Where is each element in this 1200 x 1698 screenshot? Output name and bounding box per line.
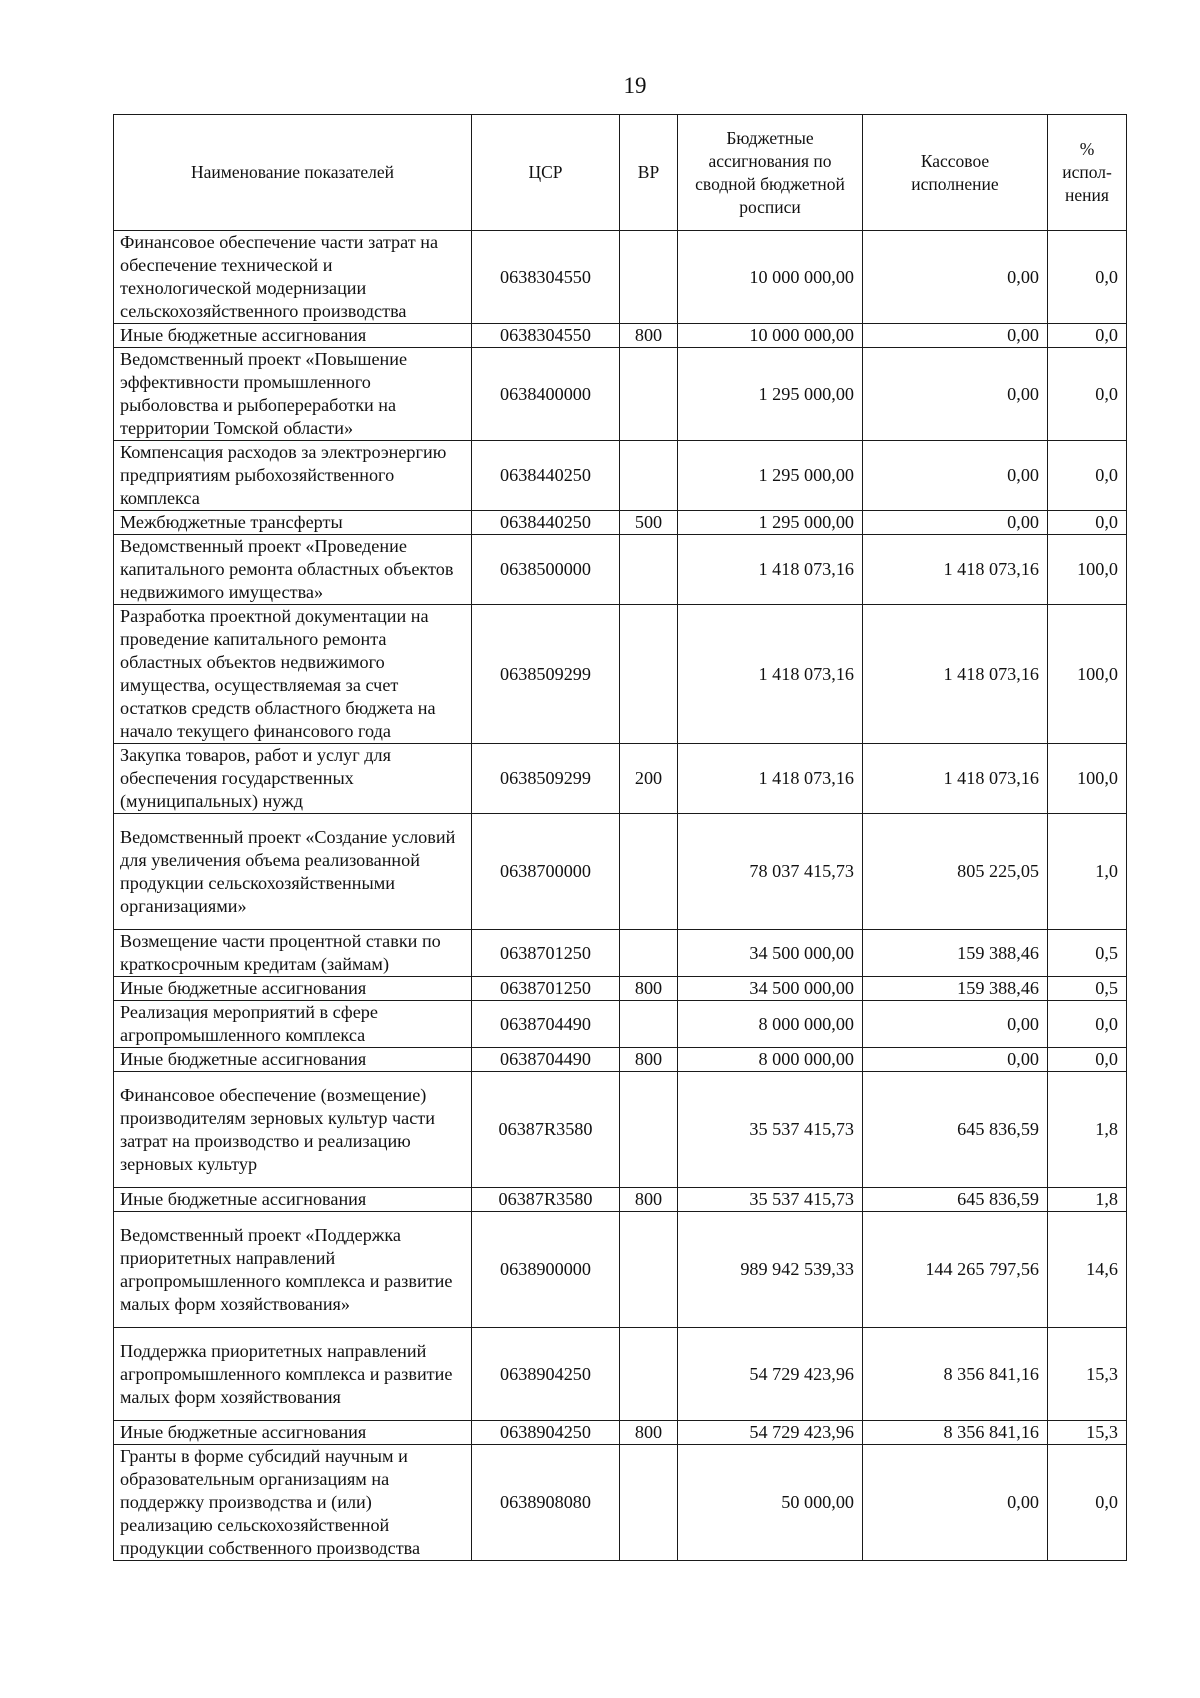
row-vr <box>620 1212 678 1328</box>
row-csr: 06387R3580 <box>472 1188 620 1212</box>
row-csr: 0638908080 <box>472 1445 620 1561</box>
row-vr: 800 <box>620 977 678 1001</box>
row-cash: 8 356 841,16 <box>863 1328 1048 1421</box>
row-percent: 0,0 <box>1048 1048 1127 1072</box>
row-assigned: 1 418 073,16 <box>678 535 863 605</box>
row-vr: 800 <box>620 1048 678 1072</box>
row-name: Поддержка приоритетных направлений агропромышленного комплекса и развитие малых форм хозяйствования <box>114 1328 472 1421</box>
row-name: Финансовое обеспечение (возмещение) производителям зерновых культур части затрат на производство и реализацию зерновых культур <box>114 1072 472 1188</box>
header-percent: % испол-нения <box>1048 115 1127 231</box>
row-vr: 800 <box>620 1188 678 1212</box>
row-csr: 0638509299 <box>472 744 620 814</box>
row-assigned: 54 729 423,96 <box>678 1421 863 1445</box>
row-cash: 1 418 073,16 <box>863 744 1048 814</box>
table-body <box>114 231 1127 1561</box>
table-row <box>114 930 1127 977</box>
row-name: Иные бюджетные ассигнования <box>114 977 472 1001</box>
row-percent: 14,6 <box>1048 1212 1127 1328</box>
header-vr: ВР <box>620 115 678 231</box>
row-cash: 645 836,59 <box>863 1072 1048 1188</box>
row-percent: 1,8 <box>1048 1188 1127 1212</box>
row-cash: 805 225,05 <box>863 814 1048 930</box>
row-assigned: 989 942 539,33 <box>678 1212 863 1328</box>
budget-table <box>113 114 1127 1561</box>
table-row <box>114 348 1127 441</box>
header-name: Наименование показателей <box>114 115 472 231</box>
row-csr: 0638440250 <box>472 511 620 535</box>
row-csr: 0638500000 <box>472 535 620 605</box>
row-cash: 0,00 <box>863 1445 1048 1561</box>
row-name: Разработка проектной документации на проведение капитального ремонта областных объектов недвижимого имущества, осуществляемая за счет остатков средств областного бюджета на начало текущего финансового года <box>114 605 472 744</box>
row-vr: 800 <box>620 1421 678 1445</box>
row-cash: 159 388,46 <box>863 930 1048 977</box>
row-assigned: 1 418 073,16 <box>678 744 863 814</box>
row-assigned: 1 295 000,00 <box>678 441 863 511</box>
table-row <box>114 1001 1127 1048</box>
table-header <box>114 115 1127 231</box>
table-row <box>114 1048 1127 1072</box>
row-percent: 0,0 <box>1048 231 1127 324</box>
row-vr <box>620 535 678 605</box>
table-row <box>114 977 1127 1001</box>
row-assigned: 8 000 000,00 <box>678 1001 863 1048</box>
row-csr: 0638700000 <box>472 814 620 930</box>
row-assigned: 1 295 000,00 <box>678 511 863 535</box>
row-vr <box>620 1328 678 1421</box>
row-cash: 0,00 <box>863 511 1048 535</box>
row-name: Ведомственный проект «Создание условий для увеличения объема реализованной продукции сельскохозяйственными организациями» <box>114 814 472 930</box>
row-name: Гранты в форме субсидий научным и образовательным организациям на поддержку производства и (или) реализацию сельскохозяйственной продукции собственного производства <box>114 1445 472 1561</box>
row-assigned: 50 000,00 <box>678 1445 863 1561</box>
row-cash: 0,00 <box>863 1001 1048 1048</box>
row-percent: 100,0 <box>1048 744 1127 814</box>
row-cash: 0,00 <box>863 348 1048 441</box>
row-csr: 0638904250 <box>472 1421 620 1445</box>
row-cash: 1 418 073,16 <box>863 605 1048 744</box>
row-vr: 800 <box>620 324 678 348</box>
row-name: Финансовое обеспечение части затрат на обеспечение технической и технологической модернизации сельскохозяйственного производства <box>114 231 472 324</box>
row-vr <box>620 441 678 511</box>
row-name: Ведомственный проект «Повышение эффективности промышленного рыболовства и рыбопереработки на территории Томской области» <box>114 348 472 441</box>
row-percent: 0,0 <box>1048 1001 1127 1048</box>
row-assigned: 34 500 000,00 <box>678 977 863 1001</box>
row-percent: 0,5 <box>1048 930 1127 977</box>
row-assigned: 35 537 415,73 <box>678 1188 863 1212</box>
row-csr: 0638400000 <box>472 348 620 441</box>
table-row <box>114 1421 1127 1445</box>
row-cash: 0,00 <box>863 231 1048 324</box>
row-name: Иные бюджетные ассигнования <box>114 1188 472 1212</box>
row-vr <box>620 231 678 324</box>
row-csr: 06387R3580 <box>472 1072 620 1188</box>
row-vr <box>620 1445 678 1561</box>
row-percent: 0,0 <box>1048 511 1127 535</box>
row-vr <box>620 1072 678 1188</box>
row-name: Закупка товаров, работ и услуг для обеспечения государственных (муниципальных) нужд <box>114 744 472 814</box>
row-cash: 0,00 <box>863 441 1048 511</box>
row-name: Ведомственный проект «Проведение капитального ремонта областных объектов недвижимого имущества» <box>114 535 472 605</box>
row-percent: 1,8 <box>1048 1072 1127 1188</box>
row-name: Межбюджетные трансферты <box>114 511 472 535</box>
row-csr: 0638509299 <box>472 605 620 744</box>
table-row <box>114 744 1127 814</box>
row-vr <box>620 930 678 977</box>
row-percent: 0,0 <box>1048 441 1127 511</box>
row-percent: 1,0 <box>1048 814 1127 930</box>
row-vr: 500 <box>620 511 678 535</box>
row-assigned: 8 000 000,00 <box>678 1048 863 1072</box>
row-name: Иные бюджетные ассигнования <box>114 1048 472 1072</box>
row-csr: 0638704490 <box>472 1048 620 1072</box>
table-row <box>114 1188 1127 1212</box>
row-vr <box>620 605 678 744</box>
row-percent: 0,5 <box>1048 977 1127 1001</box>
row-percent: 100,0 <box>1048 605 1127 744</box>
row-cash: 0,00 <box>863 324 1048 348</box>
row-percent: 100,0 <box>1048 535 1127 605</box>
table-row <box>114 324 1127 348</box>
table-row <box>114 1072 1127 1188</box>
table-row <box>114 1328 1127 1421</box>
row-csr: 0638304550 <box>472 324 620 348</box>
table-row <box>114 231 1127 324</box>
table-row <box>114 441 1127 511</box>
header-row <box>114 115 1127 231</box>
row-percent: 0,0 <box>1048 348 1127 441</box>
row-name: Ведомственный проект «Поддержка приоритетных направлений агропромышленного комплекса и развитие малых форм хозяйствования» <box>114 1212 472 1328</box>
row-name: Иные бюджетные ассигнования <box>114 324 472 348</box>
table-row <box>114 511 1127 535</box>
row-csr: 0638701250 <box>472 977 620 1001</box>
row-vr <box>620 1001 678 1048</box>
row-name: Возмещение части процентной ставки по краткосрочным кредитам (займам) <box>114 930 472 977</box>
row-assigned: 1 418 073,16 <box>678 605 863 744</box>
table-row <box>114 1212 1127 1328</box>
row-assigned: 1 295 000,00 <box>678 348 863 441</box>
row-cash: 159 388,46 <box>863 977 1048 1001</box>
row-name: Иные бюджетные ассигнования <box>114 1421 472 1445</box>
row-percent: 0,0 <box>1048 324 1127 348</box>
row-percent: 0,0 <box>1048 1445 1127 1561</box>
row-csr: 0638704490 <box>472 1001 620 1048</box>
table-row <box>114 1445 1127 1561</box>
table-row <box>114 535 1127 605</box>
row-cash: 8 356 841,16 <box>863 1421 1048 1445</box>
row-percent: 15,3 <box>1048 1421 1127 1445</box>
row-cash: 144 265 797,56 <box>863 1212 1048 1328</box>
row-name: Компенсация расходов за электроэнергию предприятиям рыбохозяйственного комплекса <box>114 441 472 511</box>
row-assigned: 10 000 000,00 <box>678 231 863 324</box>
row-cash: 1 418 073,16 <box>863 535 1048 605</box>
row-percent: 15,3 <box>1048 1328 1127 1421</box>
header-assigned: Бюджетные ассигнования по сводной бюджетной росписи <box>678 115 863 231</box>
row-vr <box>620 814 678 930</box>
row-assigned: 78 037 415,73 <box>678 814 863 930</box>
header-cash: Кассовое исполнение <box>863 115 1048 231</box>
table-row <box>114 605 1127 744</box>
row-csr: 0638900000 <box>472 1212 620 1328</box>
row-cash: 0,00 <box>863 1048 1048 1072</box>
row-assigned: 54 729 423,96 <box>678 1328 863 1421</box>
row-cash: 645 836,59 <box>863 1188 1048 1212</box>
row-vr: 200 <box>620 744 678 814</box>
header-csr: ЦСР <box>472 115 620 231</box>
row-csr: 0638701250 <box>472 930 620 977</box>
row-assigned: 10 000 000,00 <box>678 324 863 348</box>
row-assigned: 35 537 415,73 <box>678 1072 863 1188</box>
table-row <box>114 814 1127 930</box>
row-vr <box>620 348 678 441</box>
row-csr: 0638304550 <box>472 231 620 324</box>
page-number: 19 <box>623 73 647 98</box>
row-csr: 0638904250 <box>472 1328 620 1421</box>
row-name: Реализация мероприятий в сфере агропромышленного комплекса <box>114 1001 472 1048</box>
row-assigned: 34 500 000,00 <box>678 930 863 977</box>
row-csr: 0638440250 <box>472 441 620 511</box>
